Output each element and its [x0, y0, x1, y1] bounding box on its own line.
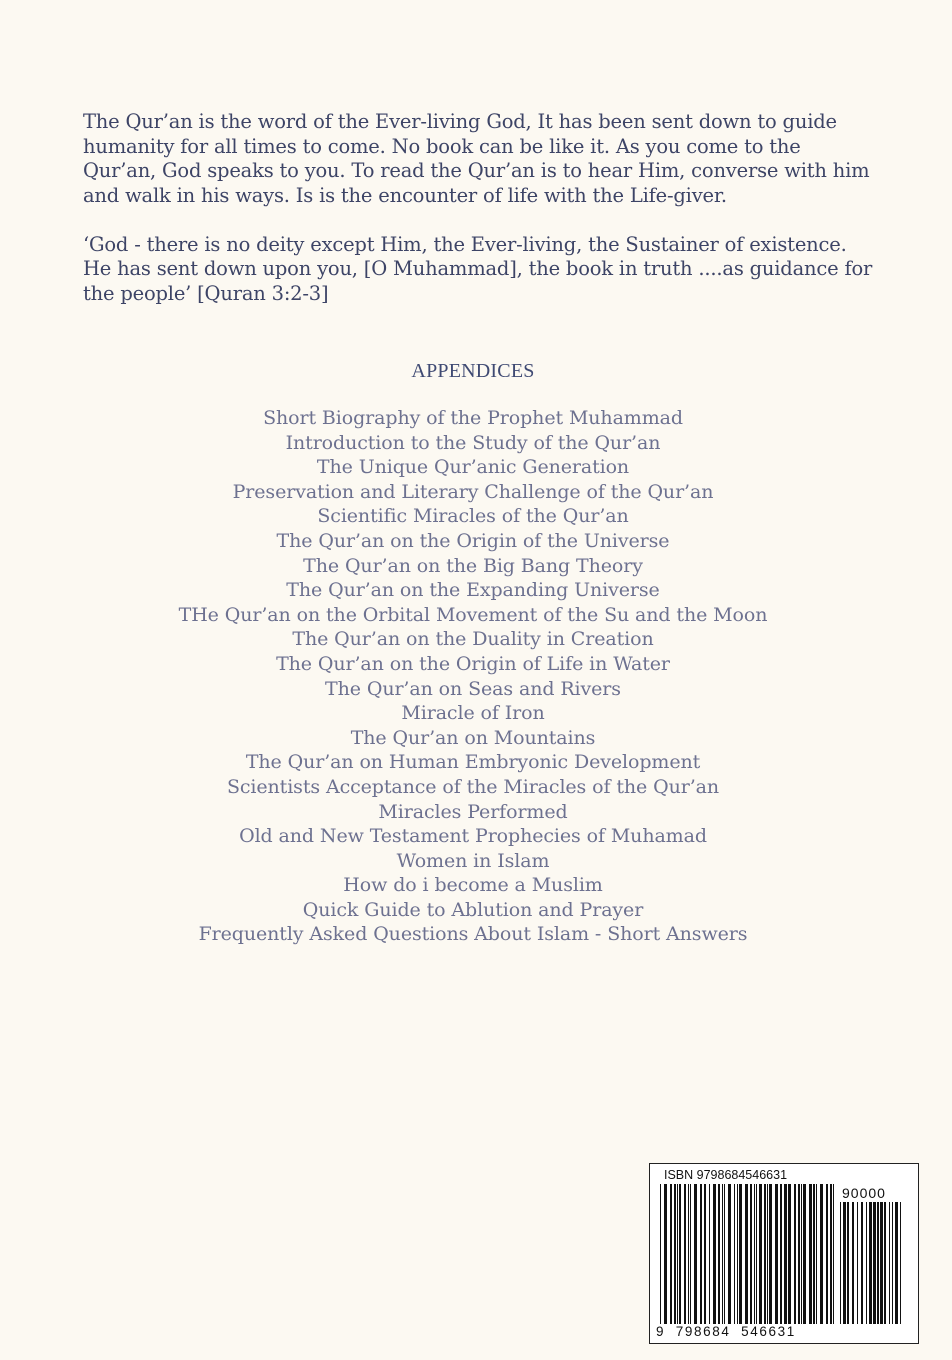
appendix-item: Frequently Asked Questions About Islam - Short Answers	[198, 923, 748, 946]
barcode-bar	[884, 1202, 886, 1324]
barcode-bar	[769, 1184, 772, 1324]
appendix-item: Women in Islam	[396, 849, 550, 872]
barcode-bar	[737, 1184, 738, 1324]
barcode-bar	[833, 1184, 834, 1324]
intro-text	[83, 110, 873, 306]
appendix-item: The Unique Qur’anic Generation	[316, 456, 630, 479]
barcode-bar	[866, 1202, 867, 1324]
barcode-bar	[724, 1184, 725, 1324]
barcode-bar	[801, 1184, 802, 1324]
barcode-bar	[840, 1202, 841, 1324]
appendix-item: THe Qur’an on the Orbital Movement of the Su and the Moon	[178, 603, 768, 626]
barcode-bar	[784, 1184, 787, 1324]
barcode-bar	[880, 1202, 883, 1324]
appendix-item: Miracle of Iron	[401, 702, 545, 725]
addon-barcode-bars-icon	[840, 1202, 906, 1324]
barcode-bar	[852, 1202, 854, 1324]
barcode-bar	[684, 1184, 686, 1324]
barcode-bar	[679, 1184, 681, 1324]
barcode-bar	[794, 1184, 796, 1324]
barcode-bar	[664, 1184, 667, 1324]
barcode-bar	[670, 1184, 672, 1324]
barcode-bar	[660, 1184, 661, 1324]
barcode-bar	[750, 1184, 752, 1324]
barcode-bar	[694, 1184, 697, 1324]
appendix-item: The Qur’an on Human Embryonic Development	[245, 751, 701, 774]
barcode-bar	[788, 1184, 791, 1324]
appendix-item: The Qur’an on the Origin of Life in Water	[276, 652, 670, 675]
isbn-barcode	[649, 1163, 919, 1344]
barcode-bar	[809, 1184, 812, 1324]
appendices-list	[0, 406, 946, 947]
appendix-item: Scientists Acceptance of the Miracles of the Qur’an	[226, 775, 720, 798]
barcode-bar	[873, 1202, 876, 1324]
appendix-item: Scientific Miracles of the Qur’an	[317, 505, 629, 528]
barcode-bar	[756, 1184, 757, 1324]
barcode-bar	[677, 1184, 678, 1324]
barcode-bar	[728, 1184, 731, 1324]
barcode-bar	[700, 1184, 702, 1324]
appendix-item: Quick Guide to Ablution and Prayer	[302, 898, 644, 921]
appendix-item: The Qur’an on the Big Bang Theory	[303, 554, 643, 577]
intro-paragraph: The Qur’an is the word of the Ever-living God, It has been sent down to guide humanity for all times to come. No book can be like it. As you come to the Qur’an, God speaks to you. To read the Qur’an is to hear Him, converse with him and walk in his ways. Is is the encounter of life with the Life-giver.	[83, 110, 870, 207]
price-code: 90000	[842, 1185, 886, 1201]
appendices-heading: APPENDICES	[411, 360, 535, 382]
quran-quote: ‘God - there is no deity except Him, the Ever-living, the Sustainer of existence. He has sent down upon you, [O Muhammad], the book in truth ....as guidance for the people’ [Quran 3:2-3]	[83, 232, 873, 305]
barcode-bar	[892, 1202, 893, 1324]
barcode-bar	[718, 1184, 720, 1324]
barcode-bar	[734, 1184, 735, 1324]
barcode-bar	[713, 1184, 716, 1324]
barcode-bar	[861, 1202, 863, 1324]
barcode-bar	[798, 1184, 800, 1324]
isbn-label: ISBN 9798684546631	[664, 1168, 788, 1182]
barcode-bar	[857, 1202, 858, 1324]
appendix-item: Short Biography of the Prophet Muhammad	[263, 407, 683, 429]
barcode-bar	[830, 1184, 832, 1324]
barcode-bar	[754, 1184, 755, 1324]
barcode-bar	[877, 1202, 879, 1324]
barcode-bar	[690, 1184, 691, 1324]
barcode-bar	[745, 1184, 748, 1324]
barcode-bar	[843, 1202, 846, 1324]
barcode-bar	[739, 1184, 742, 1324]
barcode-bar	[869, 1202, 872, 1324]
appendix-item: Preservation and Literary Challenge of the Qur’an	[232, 480, 714, 503]
barcode-bar	[767, 1184, 768, 1324]
barcode-bar	[813, 1184, 815, 1324]
barcode-bar	[900, 1202, 901, 1324]
barcode-bar	[688, 1184, 689, 1324]
barcode-bar	[709, 1184, 710, 1324]
appendix-item: Miracles Performed	[378, 800, 568, 823]
barcode-bar	[826, 1184, 828, 1324]
appendix-item: The Qur’an on the Duality in Creation	[292, 628, 654, 651]
barcode-bar	[889, 1202, 890, 1324]
appendix-item: Introduction to the Study of the Qur’an	[285, 431, 661, 454]
barcode-bar	[803, 1184, 806, 1324]
barcode-bar	[816, 1184, 817, 1324]
barcode-bar	[674, 1184, 676, 1324]
barcode-bar	[764, 1184, 766, 1324]
appendix-item: How do i become a Muslim	[343, 874, 603, 897]
barcode-bar	[780, 1184, 782, 1324]
appendix-item: The Qur’an on the Origin of the Universe	[276, 529, 670, 552]
barcode-bar	[704, 1184, 706, 1324]
barcode-bar	[895, 1202, 898, 1324]
barcode-bar	[820, 1184, 823, 1324]
barcode-bar	[847, 1202, 849, 1324]
isbn-digits: 9 798684 546631	[656, 1324, 796, 1339]
appendix-item: The Qur’an on Mountains	[350, 726, 596, 749]
appendix-item: The Qur’an on the Expanding Universe	[286, 579, 660, 602]
appendix-item: Old and New Testament Prophecies of Muhamad	[239, 825, 707, 848]
barcode-bar	[759, 1184, 762, 1324]
barcode-bar	[775, 1184, 778, 1324]
barcode-bars-icon	[660, 1184, 836, 1324]
appendix-item: The Qur’an on Seas and Rivers	[325, 677, 621, 700]
barcode-bar	[722, 1184, 723, 1324]
